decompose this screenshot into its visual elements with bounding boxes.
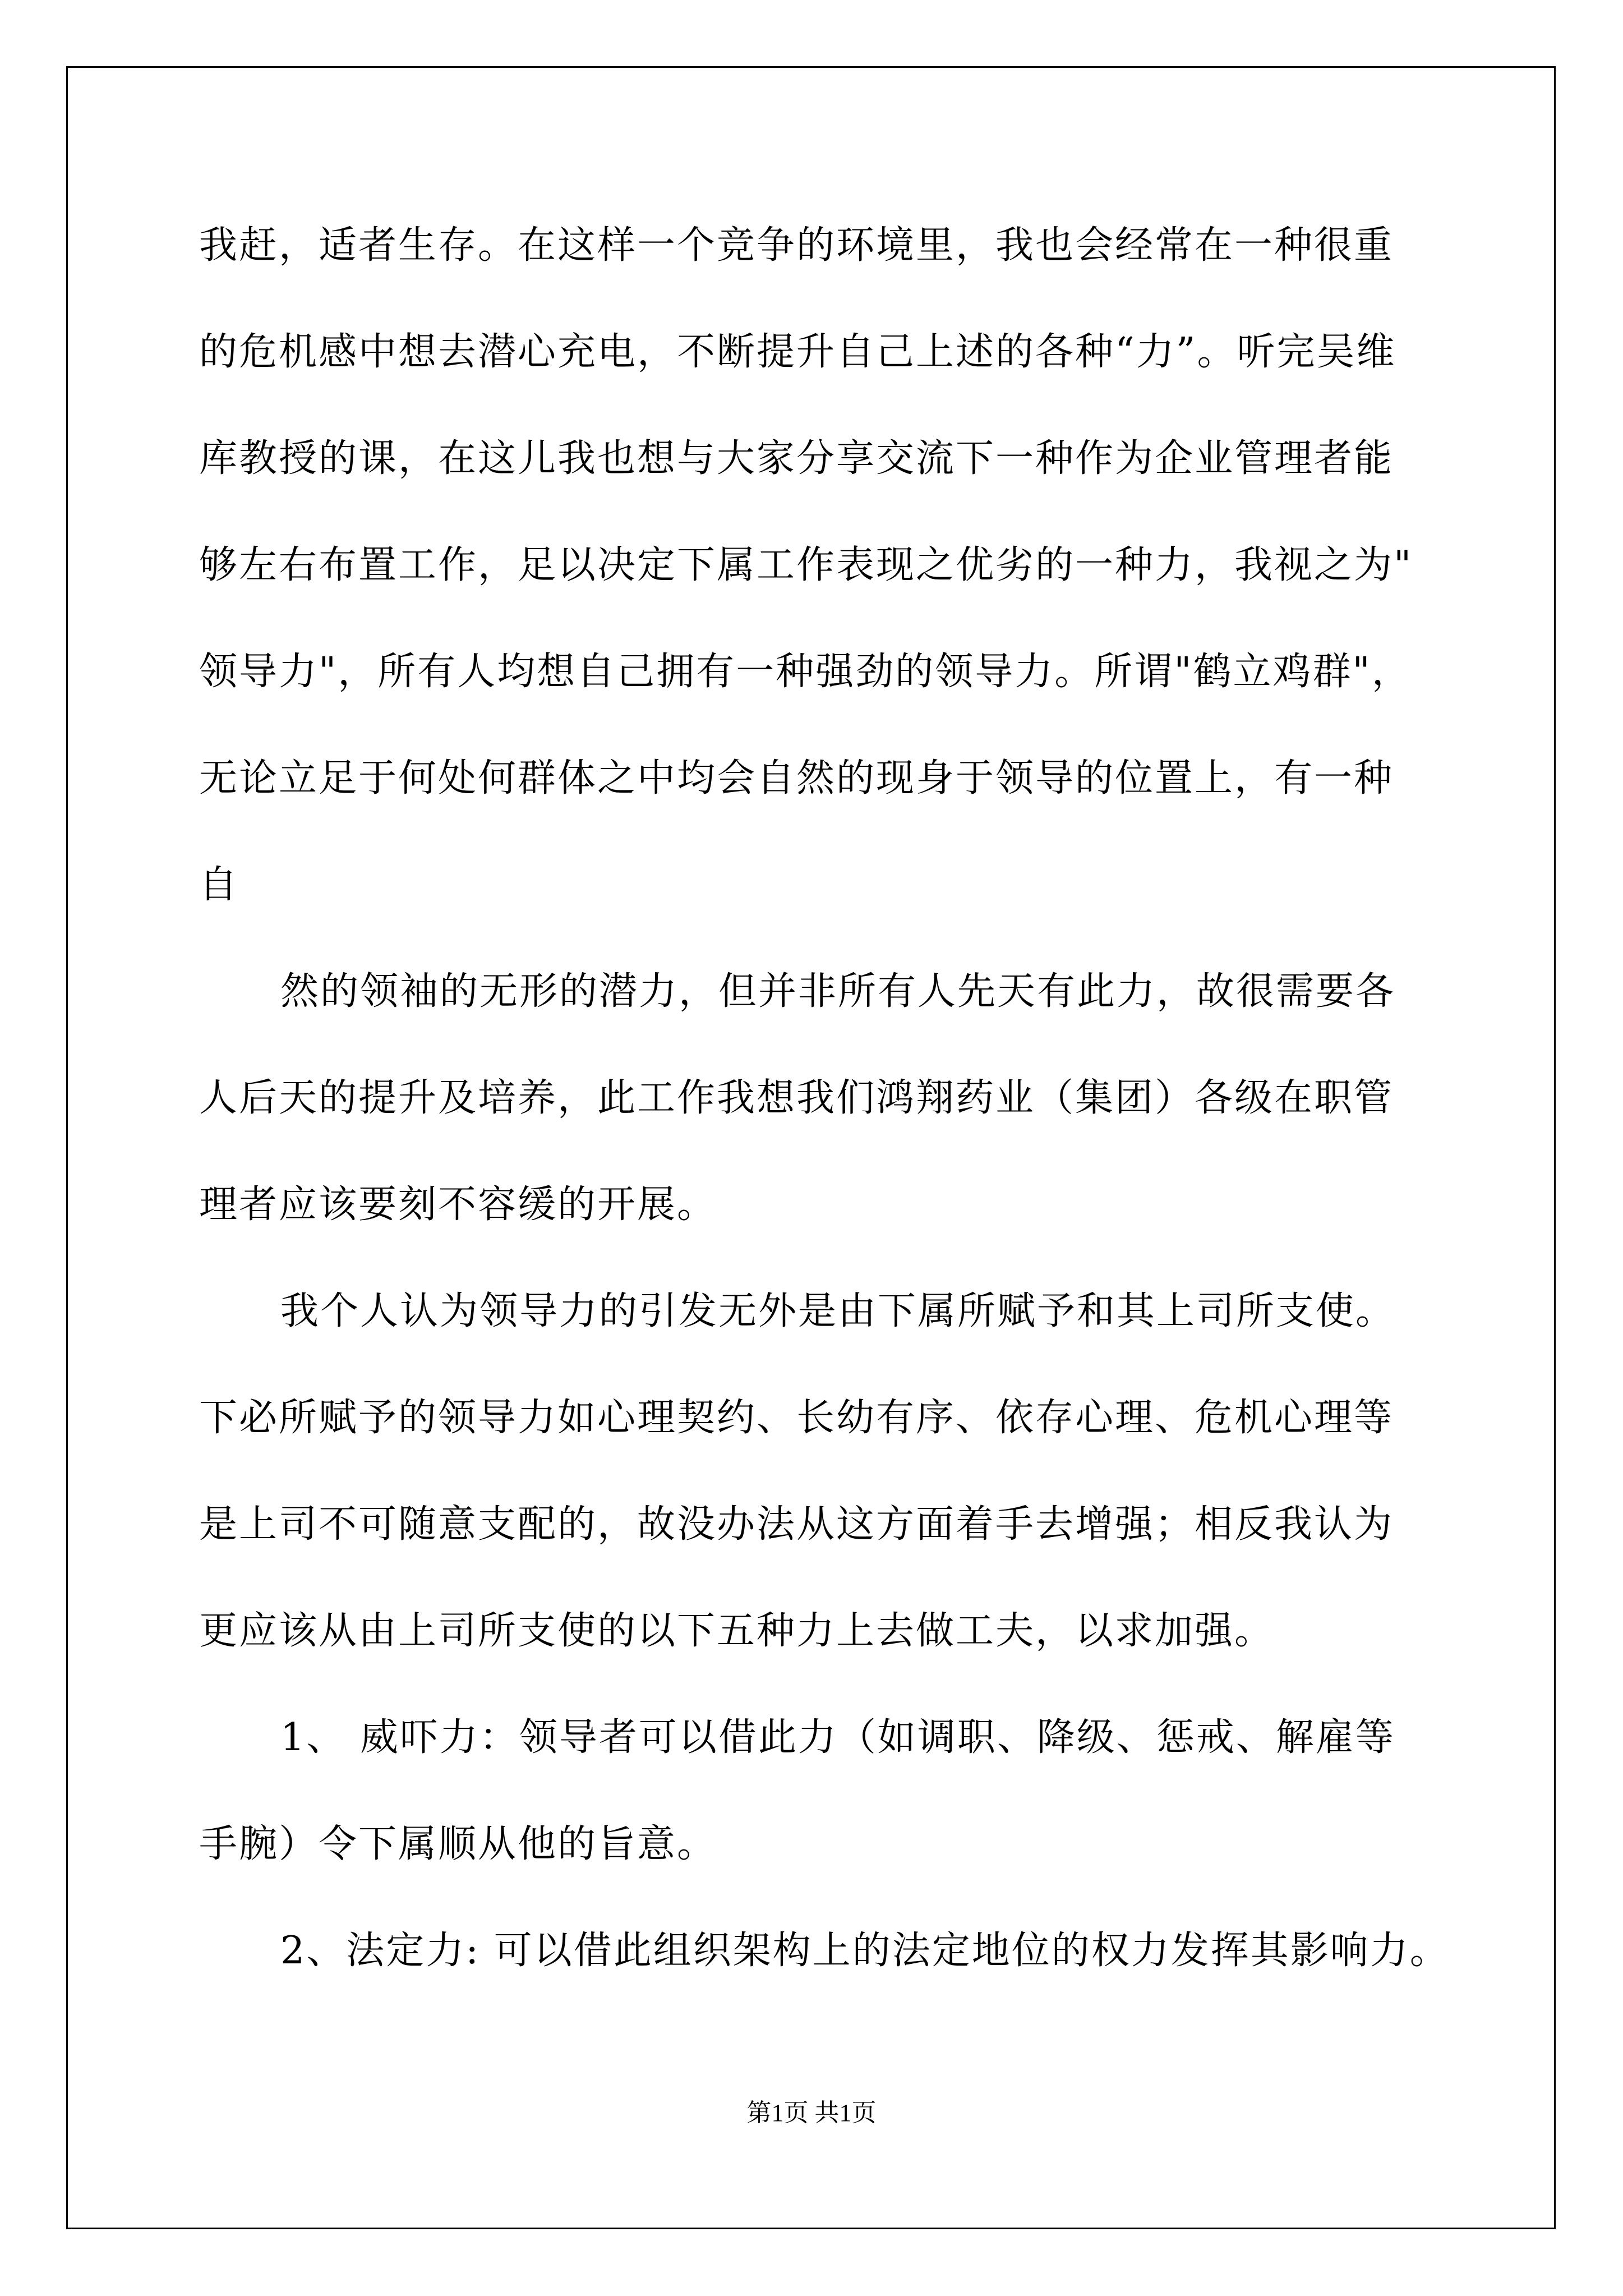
text-line-9: 人后天的提升及培养，此工作我想我们鸿翔药业（集团）各级在职管 (199, 1076, 1394, 1120)
text-line-11: 我个人认为领导力的引发无外是由下属所赋予和其上司所支使。 (280, 1289, 1396, 1333)
text-line-16: 手腕）令下属顺从他的旨意。 (199, 1822, 717, 1866)
text-line-14: 更应该从由上司所支使的以下五种力上去做工夫，以求加强。 (199, 1609, 1275, 1653)
text-line-5: 领导力"，所有人均想自己拥有一种强劲的领导力。所谓"鹤立鸡群"， (199, 650, 1412, 694)
text-line-15: 1、 威吓力：领导者可以借此力（如调职、降级、惩戒、解雇等 (280, 1715, 1395, 1760)
text-line-12: 下必所赋予的领导力如心理契约、长幼有序、依存心理、危机心理等 (199, 1396, 1394, 1440)
text-line-7: 自 (199, 863, 239, 907)
text-line-1: 我赶，适者生存。在这样一个竞争的环境里，我也会经常在一种很重 (199, 223, 1394, 268)
text-line-2: 的危机感中想去潜心充电，不断提升自己上述的各种“力”。听完吴维 (199, 330, 1396, 374)
page-border (66, 66, 1556, 2229)
text-line-4: 够左右布置工作，足以决定下属工作表现之优劣的一种力，我视之为" (199, 543, 1413, 587)
text-line-6: 无论立足于何处何群体之中均会自然的现身于领导的位置上，有一种 (199, 756, 1394, 800)
text-line-17: 2、法定力: 可以借此组织架构上的法定地位的权力发挥其影响力。 (280, 1929, 1450, 1973)
page-footer: 第1页 共1页 (746, 2099, 877, 2127)
text-line-3: 库教授的课，在这儿我也想与大家分享交流下一种作为企业管理者能 (199, 436, 1394, 481)
text-line-13: 是上司不可随意支配的，故没办法从这方面着手去增强；相反我认为 (199, 1502, 1394, 1547)
text-line-8: 然的领袖的无形的潜力，但并非所有人先天有此力，故很需要各 (280, 969, 1396, 1014)
text-line-10: 理者应该要刻不容缓的开展。 (199, 1182, 717, 1227)
